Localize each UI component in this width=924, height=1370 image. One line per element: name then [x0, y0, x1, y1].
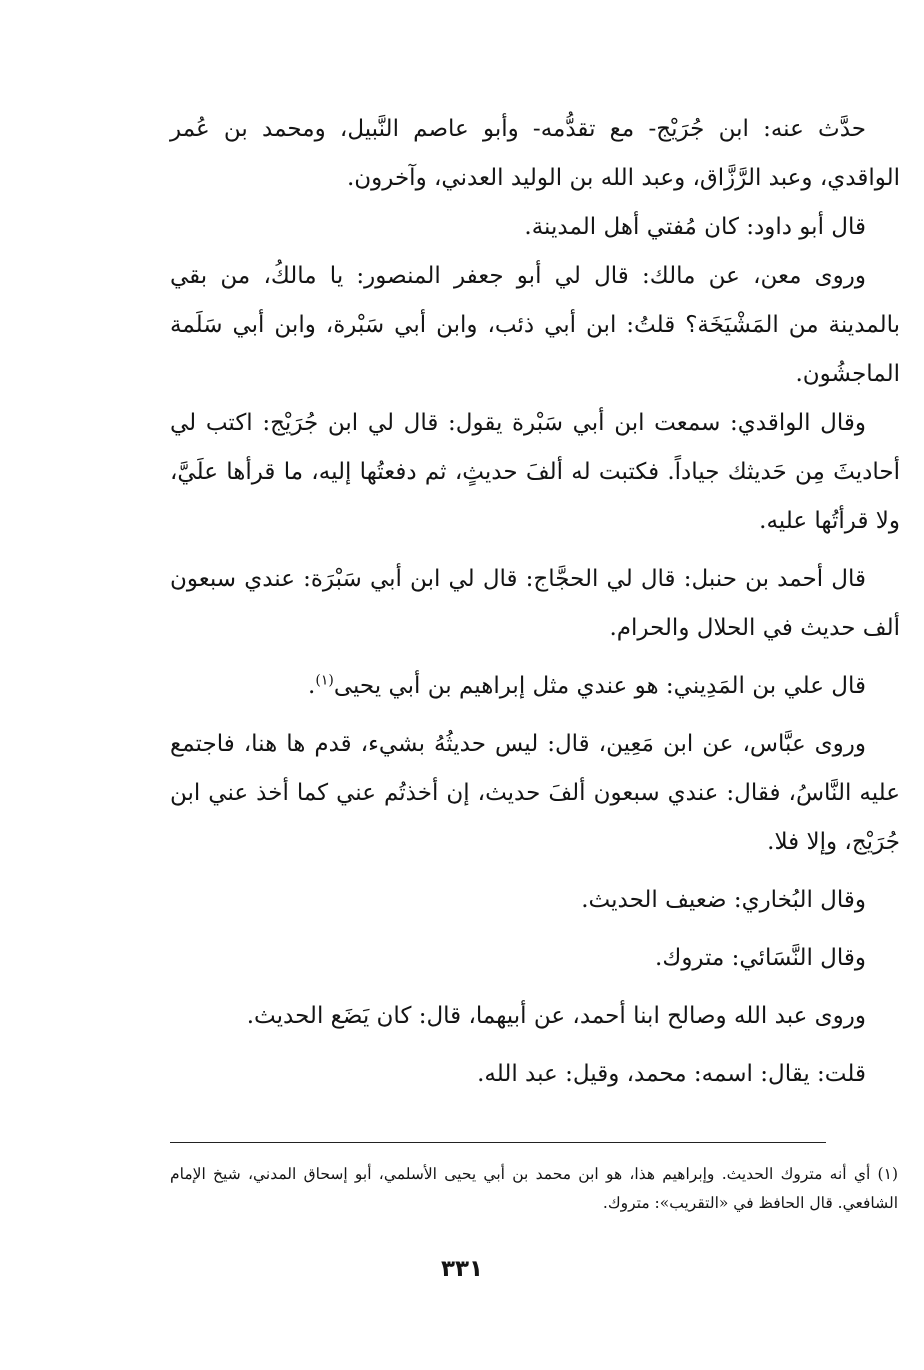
paragraph-nasai: وقال النَّسَائي: متروك. [655, 945, 866, 971]
paragraph-ali-madini: قال علي بن المَدِيني: هو عندي مثل إبراهيم بن أبي يحيى$^{(١)}$. [308, 672, 866, 699]
footnote-marker: (١) [315, 672, 334, 689]
paragraph-bukhari: وقال البُخاري: ضعيف الحديث. [581, 887, 866, 913]
ali-madini-text: قال علي بن المَدِيني: هو عندي مثل إبراهيم بن أبي يحيى [333, 673, 866, 699]
main-text [170, 105, 900, 1099]
paragraph-ahmad: قال أحمد بن حنبل: قال لي الحجَّاج: قال لي ابن أبي سَبْرَة: عندي سبعون ألف حديث في الحلال والحرام. [170, 566, 900, 641]
footnote-separator [170, 1142, 826, 1143]
paragraph-maan-malik: وروى معن، عن مالك: قال لي أبو جعفر المنصور: يا مالكُ، من بقي بالمدينة من المَشْيَخَة؟ قلتُ: ابن أبي ذئب، وابن أبي سَبْرة، وابن أبي سَلَمة الماجشُون. [170, 263, 900, 387]
paragraph-abbas: وروى عبَّاس، عن ابن مَعِين، قال: ليس حديثُهُ بشيء، قدم ها هنا، فاجتمع عليه النَّاسُ، فقال: عندي سبعون ألفَ حديث، إن أخذتُم عني كما أخذ عني ابن جُرَيْج، وإلا فلا. [170, 731, 900, 855]
paragraph-abdullah-salih: وروى عبد الله وصالح ابنا أحمد، عن أبيهما، قال: كان يَضَع الحديث. [246, 1003, 866, 1029]
page-number: ٣٣١ [440, 1256, 484, 1282]
paragraph-narrators: حدَّث عنه: ابن جُرَيْج- مع تقدُّمه- وأبو عاصم النَّبيل، ومحمد بن عُمر الواقدي، وعبد الرَّزَّاق، وعبد الله بن الوليد العدني، وآخرون. [170, 116, 900, 191]
footnote-1: (١) أي أنه متروك الحديث. وإبراهيم هذا، هو ابن محمد بن أبي يحيى الأسلمي، أبو إسحاق المدني، شيخ الإمام الشافعي. قال الحافظ في «التقريب»: متروك. [170, 1165, 898, 1212]
paragraph-waqidi: وقال الواقدي: سمعت ابن أبي سَبْرة يقول: قال لي ابن جُرَيْج: اكتب لي أحاديثَ مِن حَديثك جياداً. فكتبت له ألفَ حديثٍ، ثم دفعتُها إليه، ما قرأها علَيَّ، ولا قرأتُها عليه. [170, 410, 900, 534]
paragraph-qultu: قلت: يقال: اسمه: محمد، وقيل: عبد الله. [477, 1061, 866, 1087]
footnotes [170, 1160, 898, 1218]
paragraph-abu-dawud: قال أبو داود: كان مُفتي أهل المدينة. [524, 214, 866, 240]
